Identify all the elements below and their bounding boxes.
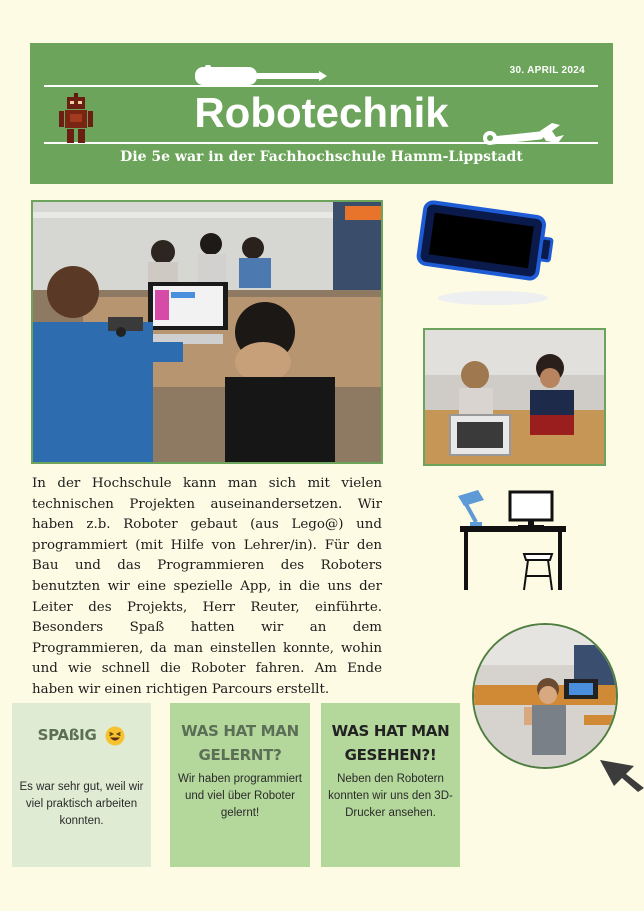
article-text: In der Hochschule kann man sich mit vielen technischen Projekten auseinandersetzen. Wir haben z.b. Roboter gebaut (aus Lego@) und programmiert (mit Hilfe von Lehrer/in). Für den Bau und das Programmieren des Roboters benutzten wir eine spezielle App, in die uns der Leiter des Projekts, Herr Reuter, einführte. Besonders Spaß hatten wir an dem Programmieren, da man einstellen konnte, wohin und wie schnell die Roboter fahren. Am Ende haben wir einen richtigen Parcours erstellt. [32,476,382,697]
issue-date: 30. APRIL 2024 [509,65,585,76]
classroom-photo [31,200,383,464]
screwdriver-icon [193,65,328,87]
student-round-photo [472,623,618,769]
desk-computer-icon [458,486,570,598]
info-box-fun [12,703,151,867]
info-box-learned [170,703,310,867]
box-text-fun: Es war sehr gut, weil wir viel praktisch arbeiten konnten. [19,781,144,827]
page-subtitle: Die 5e war in der Fachhochschule Hamm-Lippstadt [120,149,523,165]
box-text-seen: Neben den Robotern konnten wir uns den 3D-Drucker ansehen. [328,773,453,819]
robot-kit-photo [423,328,606,466]
box-text-learned: Wir haben programmiert und viel über Roboter gelernt! [178,773,302,819]
header-banner [30,43,613,184]
cursor-arrow-icon [600,756,644,792]
info-box-seen [321,703,460,867]
box-title-seen: WAS HAT MAN GESEHEN?! [331,722,450,764]
box-title-fun: SPAßIG [37,726,97,744]
battery-icon [415,198,565,308]
laughing-emoji-icon [105,726,125,746]
page-title: Robotechnik [194,89,449,136]
box-title-learned: WAS HAT MAN GELERNT? [181,722,299,764]
